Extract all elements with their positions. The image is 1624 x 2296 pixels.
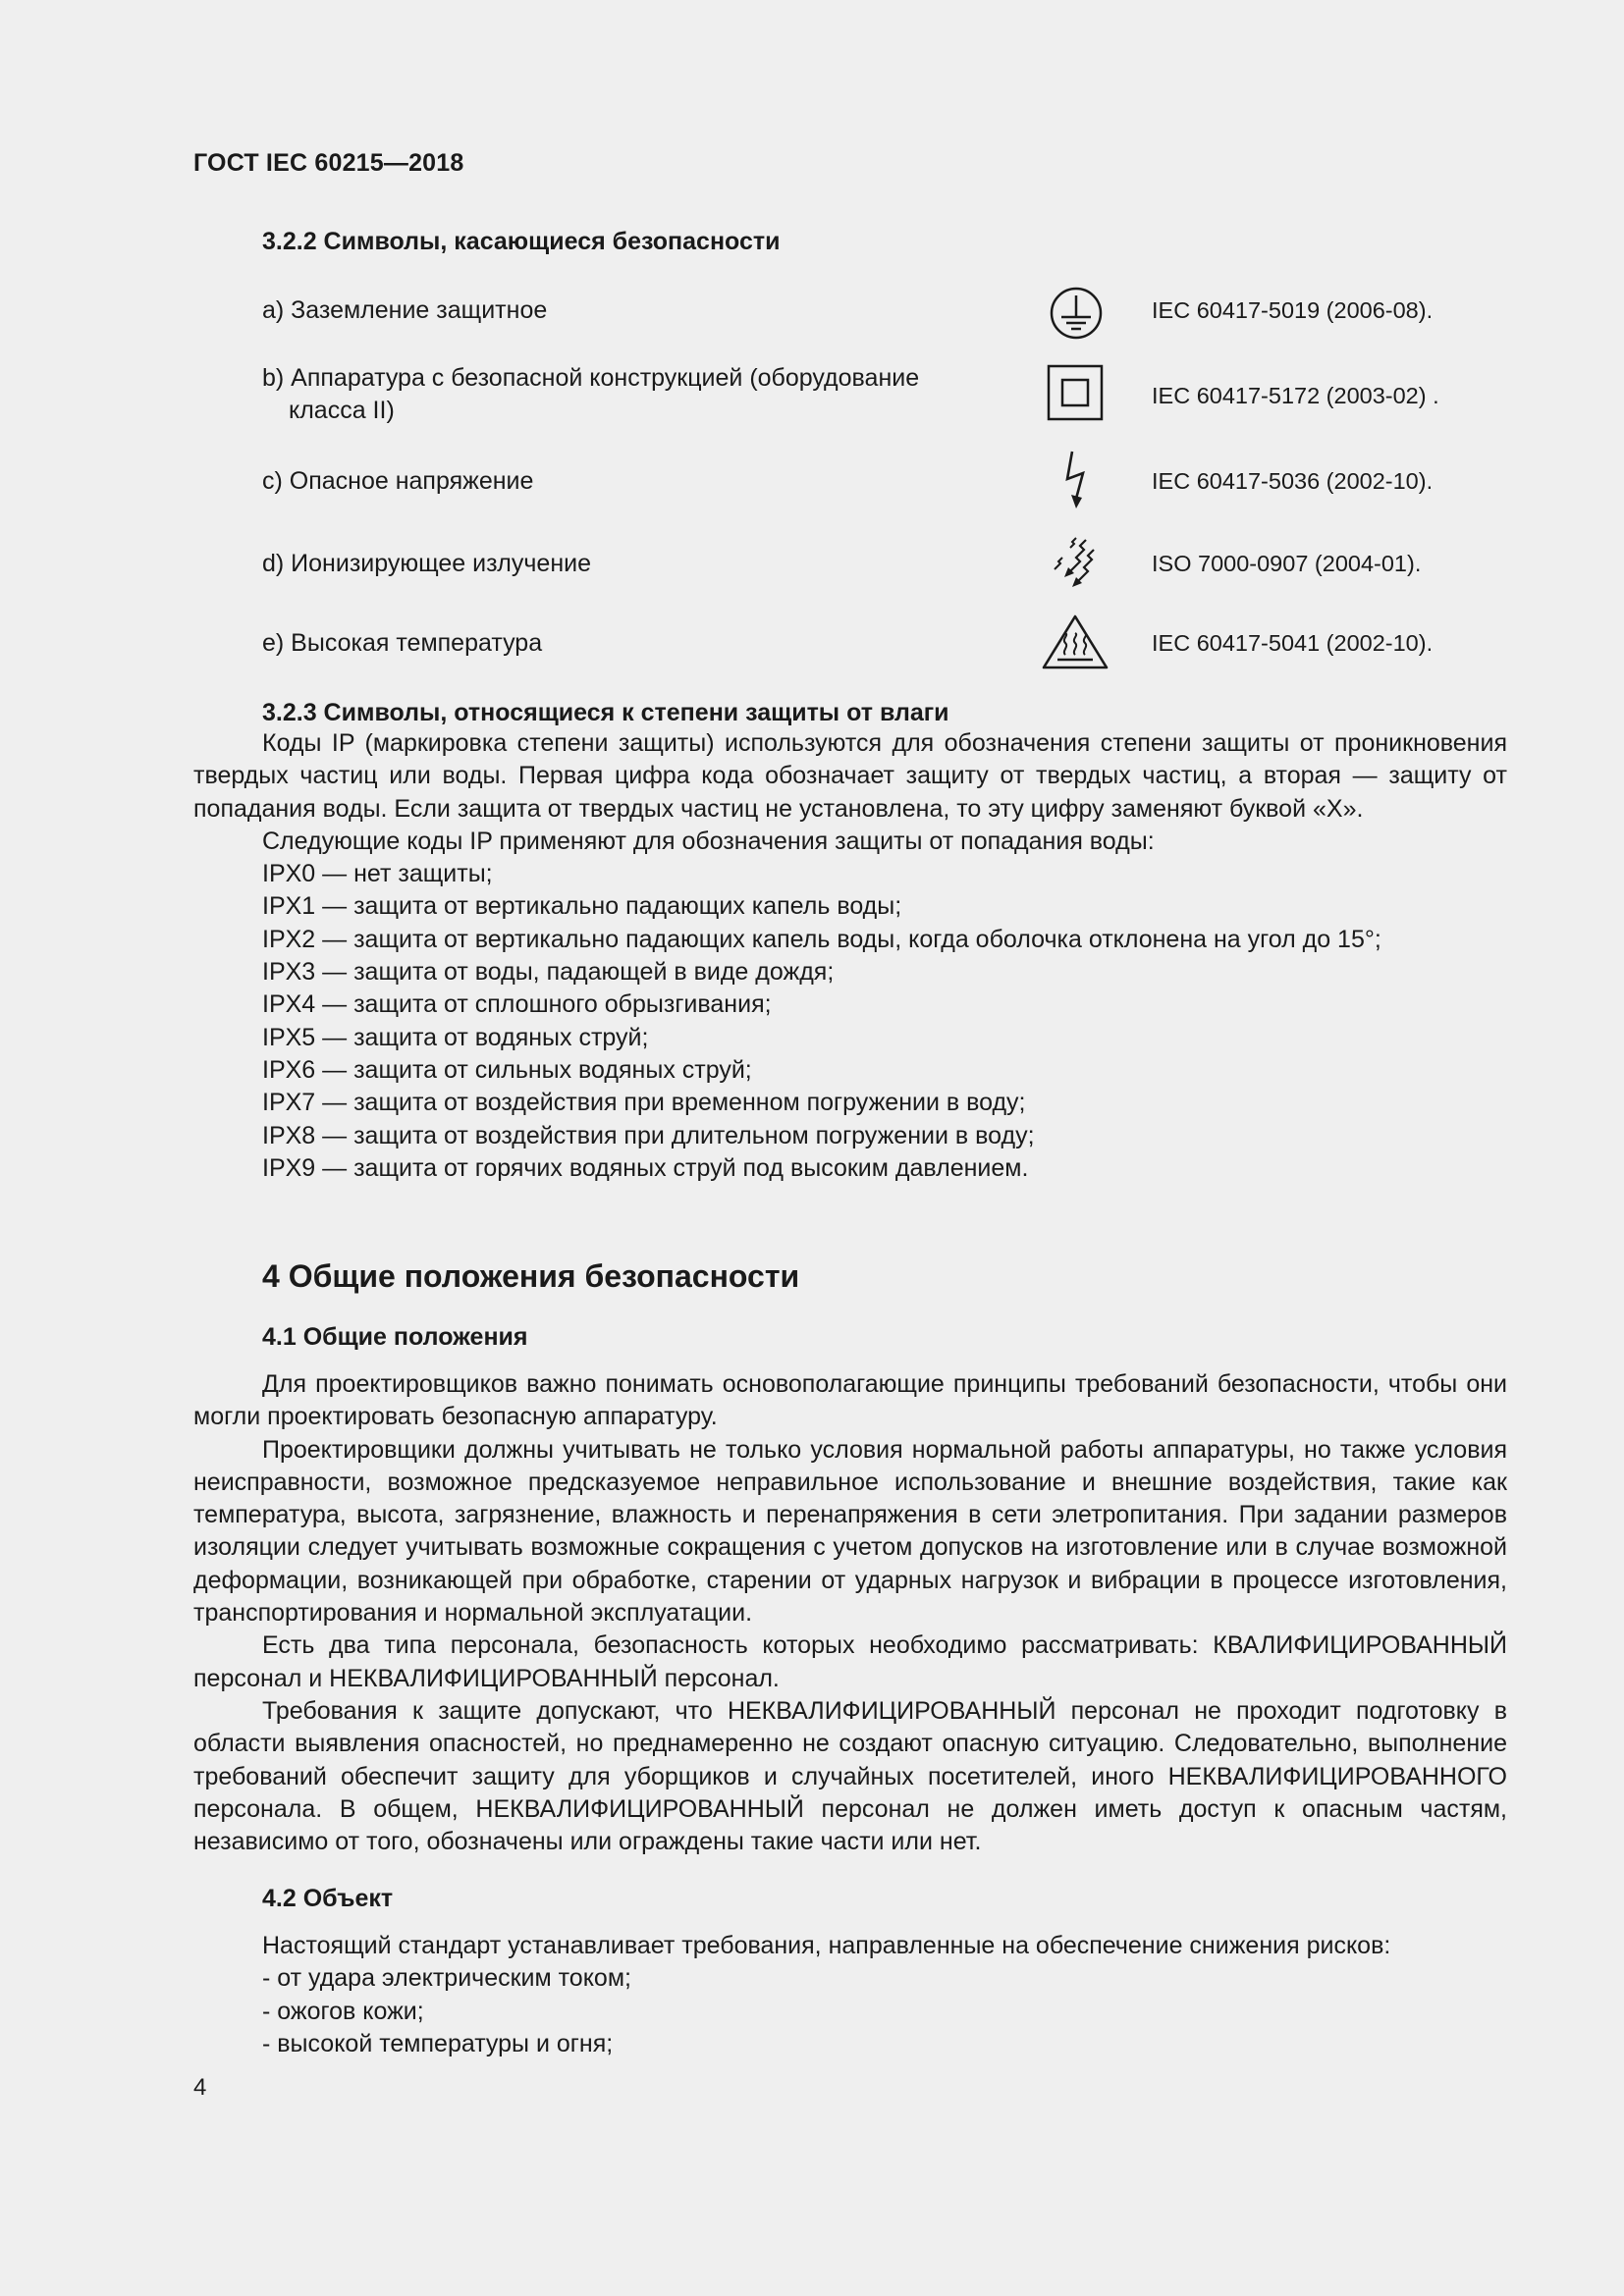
symbol-label-e: e) Высокая температура [262,629,543,657]
symbol-label-a: a) Заземление защитное [262,296,548,324]
hot-surface-icon [1041,614,1110,670]
symbol-ref-c: IEC 60417-5036 (2002-10). [1152,468,1434,494]
ip-code-item: IPX7 — защита от воздействия при временном погружении в воду; [262,1089,1026,1117]
symbol-label-c: c) Опасное напряжение [262,467,534,495]
section-3-2-3-body [193,727,1507,1185]
symbol-ref-d: ISO 7000-0907 (2004-01). [1152,551,1422,576]
symbol-ref-b: IEC 60417-5172 (2003-02) . [1152,383,1439,408]
section-heading-4: 4 Общие положения безопасности [262,1258,800,1294]
paragraph: Для проектировщиков важно понимать основополагающие принципы требований безопасности, чтобы они могли проектировать безопасную аппаратуру. [193,1370,1507,1431]
ip-codes-intro: Коды IP (маркировка степени защиты) используются для обозначения степени защиты от проникновения твердых частиц или воды. Первая цифра кода обозначает защиту от твердых частиц, а вторая — защиту от попадания воды. Если защита от твердых частиц не установлена, то эту цифру заменяют буквой «X». [193,729,1507,823]
section-4-2-body [193,1930,1507,2060]
protective-earth-icon [1049,286,1104,341]
ip-code-item: IPX8 — защита от воздействия при длительном погружении в воду; [262,1121,1035,1149]
ip-codes-list-intro: Следующие коды IP применяют для обозначения защиты от попадания воды: [262,827,1155,855]
ip-code-item: IPX6 — защита от сильных водяных струй; [262,1055,752,1084]
page-number: 4 [193,2074,207,2101]
ip-code-item: IPX1 — защита от вертикально падающих капель воды; [262,892,902,921]
paragraph: Проектировщики должны учитывать не только условия нормальной работы аппаратуры, но также условия неисправности, возможное предсказуемое неправильное использование и внешние воздействия, такие как температура, высота, загрязнение, влажность и перенапряжения в сети элетропитания. При задании размеров изоляции следует учитывать возможные сокращения с учетом допусков на изготовление или в случае возможной деформации, возникающей при обработке, старении от ударных нагрузок и вибрации в процессе изготовления, транспортирования и нормальной эксплуатации. [193,1435,1507,1628]
symbol-label-b: b) Аппаратура с безопасной конструкцией (оборудование класса II) [262,364,920,424]
running-header: ГОСТ IEC 60215—2018 [193,149,464,177]
section-heading-3-2-3: 3.2.3 Символы, относящиеся к степени защиты от влаги [262,699,949,726]
section-heading-4-1: 4.1 Общие положения [262,1323,528,1351]
ip-code-item: IPX0 — нет защиты; [262,860,493,888]
symbol-ref-a: IEC 60417-5019 (2006-08). [1152,297,1434,323]
list-item: - от удара электрическим током; [262,1964,631,1993]
dangerous-voltage-icon [1063,450,1089,510]
ip-code-item: IPX3 — защита от воды, падающей в виде дождя; [262,958,835,987]
section-heading-3-2-2: 3.2.2 Символы, касающиеся безопасности [262,228,781,255]
section-heading-4-2: 4.2 Объект [262,1885,394,1912]
paragraph: Есть два типа персонала, безопасность которых необходимо рассматривать: КВАЛИФИЦИРОВАННЫЙ персонал и НЕКВАЛИФИЦИРОВАННЫЙ персонал. [193,1631,1507,1692]
ionizing-radiation-icon [1049,536,1102,587]
class-ii-equipment-icon [1046,363,1105,422]
ip-code-item: IPX4 — защита от сплошного обрызгивания; [262,990,772,1019]
paragraph: Требования к защите допускают, что НЕКВАЛИФИЦИРОВАННЫЙ персонал не проходит подготовку в области выявления опасностей, но преднамеренно не создают опасную ситуацию. Следовательно, выполнение требований обеспечит защиту для уборщиков и случайных посетителей, иного НЕКВАЛИФИЦИРОВАННОГО персонала. В общем, НЕКВАЛИФИЦИРОВАННЫЙ персонал не должен иметь доступ к опасным частям, независимо от того, обозначены или ограждены такие части или нет. [193,1696,1507,1856]
ip-code-item: IPX2 — защита от вертикально падающих капель воды, когда оболочка отклонена на угол до 15°; [262,925,1381,953]
paragraph: Настоящий стандарт устанавливает требования, направленные на обеспечение снижения рисков: [262,1932,1391,1959]
symbol-ref-e: IEC 60417-5041 (2002-10). [1152,630,1434,656]
ip-code-item: IPX9 — защита от горячих водяных струй под высоким давлением. [262,1153,1029,1182]
symbol-label-d: d) Ионизирующее излучение [262,550,591,577]
ip-code-item: IPX5 — защита от водяных струй; [262,1023,649,1051]
list-item: - ожогов кожи; [262,1997,424,2025]
list-item: - высокой температуры и огня; [262,2029,614,2057]
section-4-1-body [193,1368,1507,1858]
